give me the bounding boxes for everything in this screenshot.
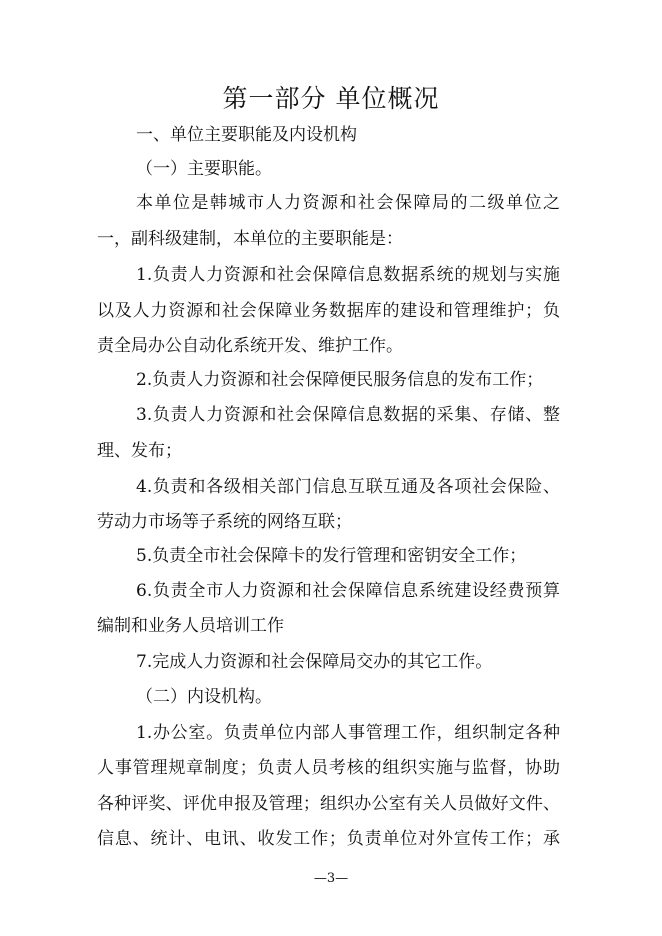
- paragraph-line: 理、发布；: [97, 441, 182, 461]
- paragraph-line: 2.负责人力资源和社会保障便民服务信息的发布工作；: [136, 370, 544, 390]
- section-heading: 一、单位主要职能及内设机构: [136, 125, 357, 145]
- page-title: 第一部分 单位概况: [222, 84, 440, 113]
- page-number: —3—: [313, 871, 349, 886]
- paragraph-line: 信息、统计、电讯、收发工作；负责单位对外宣传工作；承: [97, 829, 560, 849]
- paragraph-line: 5.负责全市社会保障卡的发行管理和密钥安全工作；: [136, 546, 527, 566]
- paragraph-line: 责全局办公自动化系统开发、维护工作。: [97, 336, 403, 356]
- paragraph-line: 4.负责和各级相关部门信息互联互通及各项社会保险、: [136, 477, 560, 497]
- paragraph-line: 7.完成人力资源和社会保障局交办的其它工作。: [136, 652, 493, 672]
- subsection-heading-functions: （一）主要职能。: [136, 159, 272, 179]
- paragraph-line: 劳动力市场等子系统的网络互联；: [97, 512, 352, 532]
- paragraph-line: 6.负责全市人力资源和社会保障信息系统建设经费预算: [136, 581, 560, 601]
- paragraph-line: 3.负责人力资源和社会保障信息数据的采集、存储、整: [136, 405, 560, 425]
- paragraph-line: 1.负责人力资源和社会保障信息数据系统的规划与实施: [136, 265, 560, 285]
- paragraph-line: 1.办公室。负责单位内部人事管理工作，组织制定各种: [136, 723, 560, 743]
- paragraph-line: 一，副科级建制，本单位的主要职能是：: [97, 229, 403, 249]
- paragraph-line: 以及人力资源和社会保障业务数据库的建设和管理维护；负: [97, 301, 560, 321]
- paragraph-line: 编制和业务人员培训工作: [97, 616, 284, 636]
- paragraph-line: 人事管理规章制度；负责人员考核的组织实施与监督，协助: [97, 758, 560, 778]
- subsection-heading-departments: （二）内设机构。: [136, 687, 272, 707]
- paragraph-line: 各种评奖、评优申报及管理；组织办公室有关人员做好文件、: [97, 794, 560, 814]
- paragraph-line: 本单位是韩城市人力资源和社会保障局的二级单位之: [136, 193, 560, 213]
